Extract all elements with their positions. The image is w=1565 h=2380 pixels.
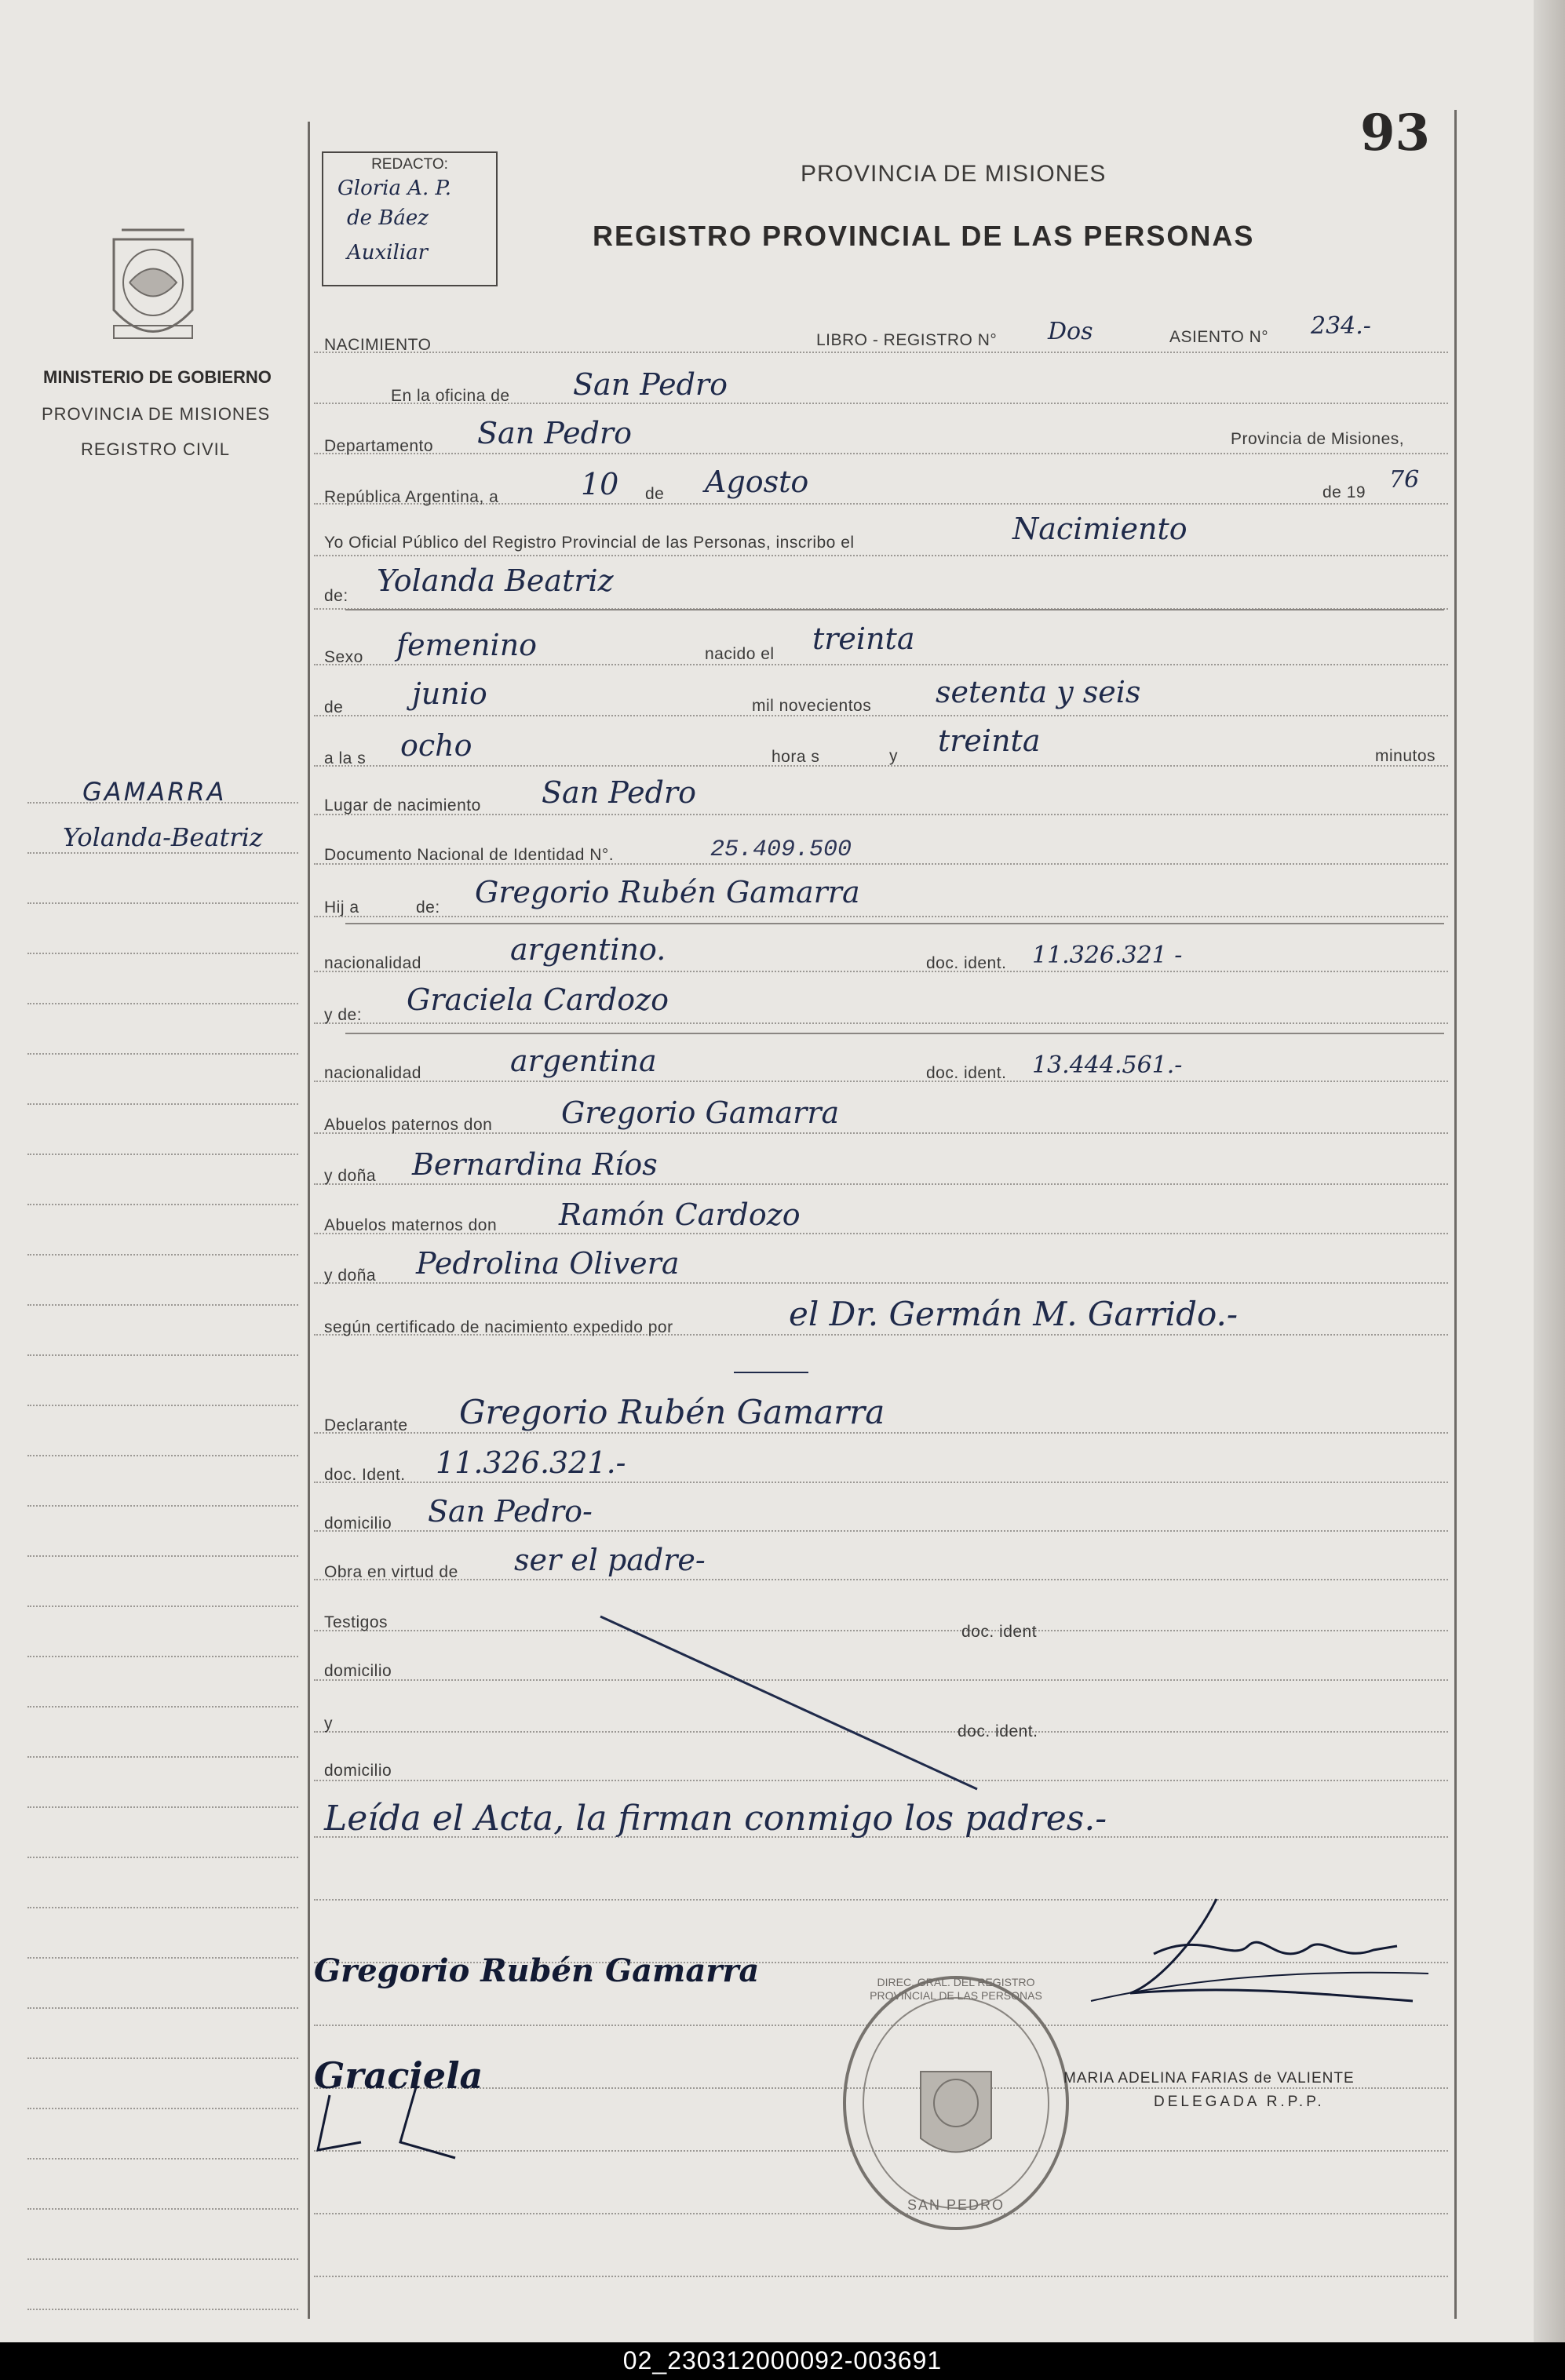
official-signature [1075,1883,1436,2040]
margin-guide-line [27,852,298,855]
form-guide-line [314,1530,1448,1533]
certificate-underscore [734,1372,808,1373]
margin-guide-line [27,1907,298,1909]
form-guide-line [314,715,1448,717]
redacted-box [322,151,498,286]
born-month-value: junio [412,676,487,711]
acting-value: ser el padre- [514,1543,706,1577]
maternal-label: Abuelos maternos don [324,1216,498,1234]
year-value: 76 [1389,466,1420,494]
margin-guide-line [27,1354,298,1357]
margin-guide-line [27,1204,298,1206]
coat-of-arms-icon [98,224,208,357]
birthplace-label: Lugar de nacimiento [324,796,481,815]
form-guide-line [314,916,1448,918]
of-label: de: [324,587,348,605]
maternal-dona-label: y doña [324,1267,377,1285]
page-edge-shadow [1534,0,1565,2342]
registry-heading: REGISTRO PROVINCIAL DE LAS PERSONAS [593,220,1255,252]
born-year-value: setenta y seis [936,675,1141,709]
y-label: y [889,747,898,765]
seal-text: DIREC. GRAL. DEL REGISTRO PROVINCIAL DE LAS PERSONAS [870,1976,1042,2002]
month-value: Agosto [705,465,809,499]
witness2-doc-label: doc. ident. [958,1722,1038,1740]
sex-label: Sexo [324,648,363,666]
declarant-doc-label: doc. Ident. [324,1466,406,1484]
margin-guide-line [27,1154,298,1156]
margin-guide-line [27,1254,298,1256]
at-label: a la s [324,749,367,767]
department-label: Departamento [324,437,434,455]
paternal-grandmother-value: Bernardina Ríos [412,1147,658,1182]
mother-nationality-value: argentina [510,1044,657,1078]
footer-code: 02_230312000092-003691 [622,2346,943,2375]
form-guide-line [314,1282,1448,1285]
form-guide-line [314,664,1448,666]
paternal-dona-label: y doña [324,1167,377,1185]
libro-value: Dos [1048,318,1093,345]
thousand-label: mil novecientos [752,697,872,715]
asiento-label: ASIENTO N° [1169,328,1269,346]
ministry-line-2: PROVINCIA DE MISIONES [42,404,271,424]
mother-signature-flourish [298,2079,487,2166]
domicile-value: San Pedro- [428,1494,593,1529]
declarant-doc-value: 11.326.321.- [436,1445,626,1480]
father-nationality-value: argentino. [510,932,666,967]
father-doc-label: doc. ident. [926,954,1007,972]
margin-guide-line [27,1003,298,1005]
mother-doc-label: doc. ident. [926,1064,1007,1082]
minutes-label: minutos [1375,747,1436,765]
declarant-label: Declarante [324,1416,408,1434]
margin-guide-line [27,1656,298,1658]
margin-surname: GAMARRA [82,777,227,807]
dni-value: 25.409.500 [710,836,852,863]
margin-guide-line [27,2007,298,2010]
mother-nationality-label: nacionalidad [324,1064,421,1082]
margin-guide-line [27,1053,298,1055]
libro-label: LIBRO - REGISTRO N° [816,331,998,349]
margin-guide-line [27,1405,298,1407]
birthplace-value: San Pedro [542,775,696,810]
and-of-label: y de: [324,1006,363,1024]
form-guide-line [314,1482,1448,1484]
certificate-value: el Dr. Germán M. Garrido.- [789,1295,1239,1333]
official-title: DELEGADA R.P.P. [1154,2094,1325,2110]
margin-guide-line [27,2309,298,2311]
minutes-value: treinta [938,723,1041,758]
declarant-value: Gregorio Rubén Gamarra [459,1393,885,1431]
form-guide-line [314,814,1448,816]
margin-guide-line [27,1957,298,1959]
form-guide-line [314,1081,1448,1083]
margin-guide-line [27,1706,298,1708]
paternal-label: Abuelos paternos don [324,1116,493,1134]
margin-guide-line [27,2158,298,2160]
margin-guide-line [27,1756,298,1759]
hour-value: ocho [400,728,472,763]
ministry-line-3: REGISTRO CIVIL [81,439,231,459]
form-guide-line [314,1432,1448,1434]
redacted-title: REDACTO: [371,156,448,173]
born-day-value: treinta [812,621,915,656]
margin-guide-line [27,953,298,955]
margin-names: Yolanda-Beatriz [63,822,263,852]
margin-guide-line [27,2208,298,2211]
margin-guide-line [27,2057,298,2060]
person-value: Yolanda Beatriz [377,563,614,598]
mother-signature: Graciela [314,2054,483,2097]
province-suffix: Provincia de Misiones, [1231,430,1405,448]
form-guide-line [314,352,1448,354]
official-name: MARIA ADELINA FARIAS de VALIENTE [1063,2070,1355,2087]
officer-text: Yo Oficial Público del Registro Provincial de las Personas, inscribo el [324,534,855,552]
office-label: En la oficina de [391,387,510,405]
witness-doc-label: doc. ident [961,1623,1038,1641]
date-de-label: de [645,485,665,503]
closing-text: Leída el Acta, la firman conmigo los padres.- [324,1799,1107,1839]
born-de-label: de [324,698,344,716]
certificate-label: según certificado de nacimiento expedido por [324,1318,673,1336]
paternal-grandfather-value: Gregorio Gamarra [561,1095,840,1130]
day-value: 10 [581,467,619,501]
record-type-label: NACIMIENTO [324,336,432,354]
father-value: Gregorio Rubén Gamarra [475,875,860,909]
witness-strike-line [596,1609,981,1797]
dni-label: Documento Nacional de Identidad N°. [324,846,615,864]
maternal-grandmother-value: Pedrolina Olivera [416,1246,680,1281]
sex-value: femenino [396,628,538,662]
form-guide-line [314,2276,1448,2278]
margin-guide-line [27,1103,298,1106]
acting-label: Obra en virtud de [324,1563,458,1581]
witness-domicile-label: domicilio [324,1662,392,1680]
republic-label: República Argentina, a [324,488,499,506]
mother-rule [345,1033,1444,1034]
margin-guide-line [27,1455,298,1457]
margin-guide-line [27,1555,298,1558]
father-doc-value: 11.326.321 - [1032,942,1183,969]
form-guide-line [314,971,1448,973]
person-rule [345,609,1444,610]
form-guide-line [314,1183,1448,1186]
page-number: 93 [1360,104,1431,162]
father-signature: Gregorio Rubén Gamarra [314,1952,760,1989]
margin-guide-line [27,1304,298,1307]
ministry-line-1: MINISTERIO DE GOBIERNO [43,367,272,387]
department-value: San Pedro [477,416,632,450]
seal-place: SAN PEDRO [907,2197,1005,2213]
office-value: San Pedro [573,367,728,402]
right-form-border [1454,110,1457,2319]
margin-guide-line [27,902,298,905]
redacted-line-1: Gloria A. P. [337,177,452,200]
asiento-value: 234.- [1311,312,1371,340]
domicile-label: domicilio [324,1514,392,1533]
year-prefix: de 19 [1322,483,1366,501]
province-heading: PROVINCIA DE MISIONES [801,161,1107,187]
mother-value: Graciela Cardozo [407,982,669,1017]
father-rule [345,923,1444,924]
form-guide-line [314,555,1448,557]
event-value: Nacimiento [1012,512,1187,546]
maternal-grandfather-value: Ramón Cardozo [559,1197,801,1232]
born-label: nacido el [705,645,775,663]
hours-label: hora s [772,748,820,766]
margin-guide-line [27,2258,298,2261]
registry-seal [838,1970,1074,2236]
father-nationality-label: nacionalidad [324,954,421,972]
form-guide-line [314,1579,1448,1581]
margin-guide-line [27,1505,298,1507]
witness2-domicile-label: domicilio [324,1762,392,1780]
redacted-line-3: Auxiliar [347,241,429,264]
left-form-border [308,122,310,2319]
margin-guide-line [27,2108,298,2110]
form-guide-line [314,1022,1448,1025]
witnesses-label: Testigos [324,1613,389,1631]
margin-guide-line [27,1857,298,1859]
mother-doc-value: 13.444.561.- [1032,1052,1183,1079]
witness2-label: y [324,1715,333,1733]
redacted-line-2: de Báez [347,206,429,230]
child-of-label: de: [416,898,440,917]
margin-guide-line [27,1605,298,1608]
child-label: Hij a [324,898,359,917]
form-guide-line [314,765,1448,767]
form-guide-line [314,453,1448,455]
margin-guide-line [27,1806,298,1809]
